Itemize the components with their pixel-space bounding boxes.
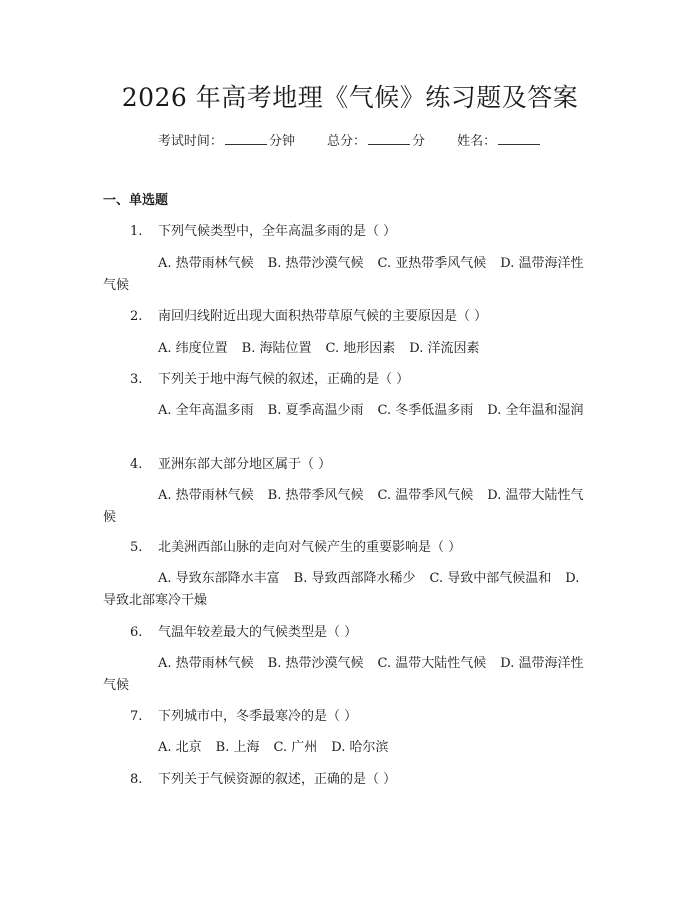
option-b: B. 热带沙漠气候 [267,656,364,671]
options-4 [103,485,593,529]
question-number: 2. [130,309,143,324]
option-b: B. 海陆位置 [241,341,312,356]
option-c: C. 地形因素 [325,341,396,356]
question-4 [130,455,600,475]
option-d: D. 洋流因素 [409,341,480,356]
question-1 [130,222,600,242]
time-blank [225,131,267,145]
options-5 [103,568,593,612]
question-text: 下列城市中，冬季最寒冷的是（ ） [158,709,358,724]
question-number: 5. [130,540,143,555]
option-d: D. 哈尔滨 [331,740,389,755]
time-label: 考试时间： [157,134,223,149]
name-field [457,131,542,152]
option-b: B. 导致西部降水稀少 [293,571,416,586]
question-number: 1. [130,224,143,239]
option-a: A. 热带雨林气候 [158,656,254,671]
question-number: 4. [130,457,143,472]
option-d: D. 全年温和湿润 [487,403,584,418]
question-text: 北美洲西部山脉的走向对气候产生的重要影响是（ ） [158,540,462,555]
option-c: C. 导致中部气候温和 [429,571,552,586]
name-blank [498,131,540,145]
question-3 [130,370,600,390]
option-a: A. 全年高温多雨 [158,403,254,418]
question-number: 3. [130,372,143,387]
question-text: 南回归线附近出现大面积热带草原气候的主要原因是（ ） [158,309,488,324]
question-8 [130,770,600,790]
option-a: A. 热带雨林气候 [158,256,254,271]
question-7 [130,707,600,727]
score-field [327,131,425,152]
options-1 [103,253,593,297]
question-text: 亚洲东部大部分地区属于（ ） [158,457,332,472]
question-6 [130,623,600,643]
option-d: D. 温带大陆性气候 [103,488,584,525]
question-number: 6. [130,625,143,640]
question-number: 7. [130,709,143,724]
option-c: C. 广州 [273,740,318,755]
question-text: 气温年较差最大的气候类型是（ ） [158,625,358,640]
question-number: 8. [130,772,143,787]
option-d: D. 导致北部寒冷干燥 [103,571,580,608]
options-7 [103,737,593,759]
option-b: B. 上海 [215,740,260,755]
question-2 [130,307,600,327]
option-b: B. 夏季高温少雨 [267,403,364,418]
option-c: C. 温带大陆性气候 [377,656,487,671]
exam-info [0,131,700,152]
score-blank [368,131,410,145]
option-a: A. 导致东部降水丰富 [158,571,280,586]
question-text: 下列关于地中海气候的叙述，正确的是（ ） [158,372,410,387]
options-2 [103,338,593,360]
time-unit: 分钟 [268,134,295,149]
option-d: D. 温带海洋性气候 [103,256,584,293]
section-title: 一、单选题 [103,193,169,208]
option-c: C. 亚热带季风气候 [377,256,487,271]
name-label: 姓名： [457,134,497,149]
option-b: B. 热带沙漠气候 [267,256,364,271]
question-5 [130,538,600,558]
option-a: A. 热带雨林气候 [158,488,254,503]
options-3 [103,400,593,422]
score-label: 总分： [326,134,366,149]
option-c: C. 冬季低温多雨 [377,403,474,418]
options-6 [103,653,593,697]
option-b: B. 热带季风气候 [267,488,364,503]
option-c: C. 温带季风气候 [377,488,474,503]
option-a: A. 北京 [158,740,202,755]
question-text: 下列关于气候资源的叙述，正确的是（ ） [158,772,397,787]
option-a: A. 纬度位置 [158,341,228,356]
question-text: 下列气候类型中，全年高温多雨的是（ ） [158,224,397,239]
time-field [158,131,295,152]
option-d: D. 温带海洋性气候 [103,656,584,693]
score-unit: 分 [412,134,426,149]
page-title: 2026 年高考地理《气候》练习题及答案 [121,83,579,112]
